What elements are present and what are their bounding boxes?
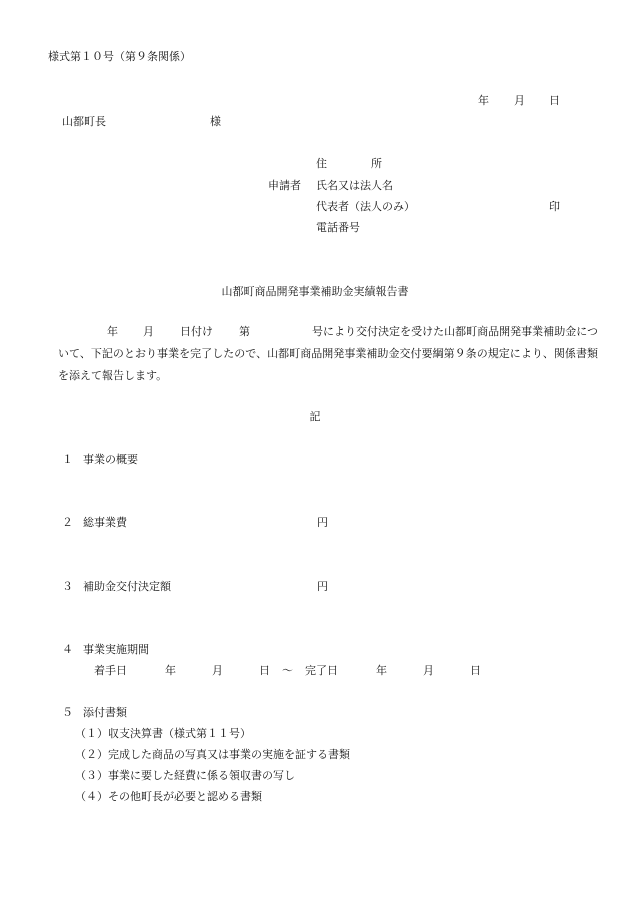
applicant-name-label: 氏名又は法人名: [316, 179, 393, 192]
period-start-label: 着手日: [94, 664, 127, 677]
attachment-item: （２）完成した商品の写真又は事業の実施を証する書類: [75, 748, 350, 761]
applicant-label: 申請者: [268, 179, 301, 192]
item-period-number: ４: [62, 643, 73, 656]
period-end-day: 日: [470, 664, 481, 677]
period-end-label: 完了日: [305, 664, 338, 677]
item-grant-amount-unit: 円: [317, 580, 328, 593]
intro-paragraph: 号により交付決定を受けた山都町商品開発事業補助金について、下記のとおり事業を完了したので、山都町商品開発事業補助金交付要綱第９条の規定により、関係書類を添えて報告します。: [58, 325, 598, 382]
intro-dated-label: 日付け: [180, 325, 213, 338]
intro-month-label: 月: [143, 325, 154, 338]
period-start-month: 月: [212, 664, 223, 677]
item-overview-number: １: [62, 453, 73, 466]
period-end-year: 年: [376, 664, 387, 677]
addressee-name: 山都町長: [62, 115, 106, 128]
item-total-cost-label: 総事業費: [83, 516, 127, 529]
period-start-day: 日: [259, 664, 270, 677]
document-title: 山都町商品開発事業補助金実績報告書: [221, 285, 409, 298]
item-period-label: 事業実施期間: [83, 643, 149, 656]
item-total-cost-number: ２: [62, 516, 73, 529]
period-tilde: 〜: [282, 664, 293, 677]
ki-label: 記: [309, 410, 321, 423]
attachment-item: （３）事業に要した経費に係る領収書の写し: [75, 769, 295, 782]
item-overview-label: 事業の概要: [83, 453, 138, 466]
applicant-representative-label: 代表者（法人のみ）: [316, 200, 415, 213]
form-number-label: 様式第１０号（第９条関係）: [48, 50, 191, 63]
attachment-item: （１）収支決算書（様式第１１号）: [75, 727, 251, 740]
period-start-year: 年: [165, 664, 176, 677]
applicant-phone-label: 電話番号: [316, 221, 360, 234]
date-month-label: 月: [514, 94, 525, 107]
item-attachments-label: 添付書類: [83, 706, 127, 719]
applicant-address-label: 住 所: [316, 157, 382, 170]
date-day-label: 日: [549, 94, 560, 107]
item-grant-amount-label: 補助金交付決定額: [83, 580, 171, 593]
seal-mark: 印: [549, 200, 560, 213]
item-total-cost-unit: 円: [317, 516, 328, 529]
date-year-label: 年: [478, 94, 489, 107]
addressee-honorific: 様: [210, 115, 221, 128]
period-end-month: 月: [423, 664, 434, 677]
attachment-item: （４）その他町長が必要と認める書類: [75, 790, 262, 803]
intro-number-prefix: 第: [239, 325, 250, 338]
item-attachments-number: ５: [62, 706, 73, 719]
intro-year-label: 年: [107, 325, 118, 338]
item-grant-amount-number: ３: [62, 580, 73, 593]
